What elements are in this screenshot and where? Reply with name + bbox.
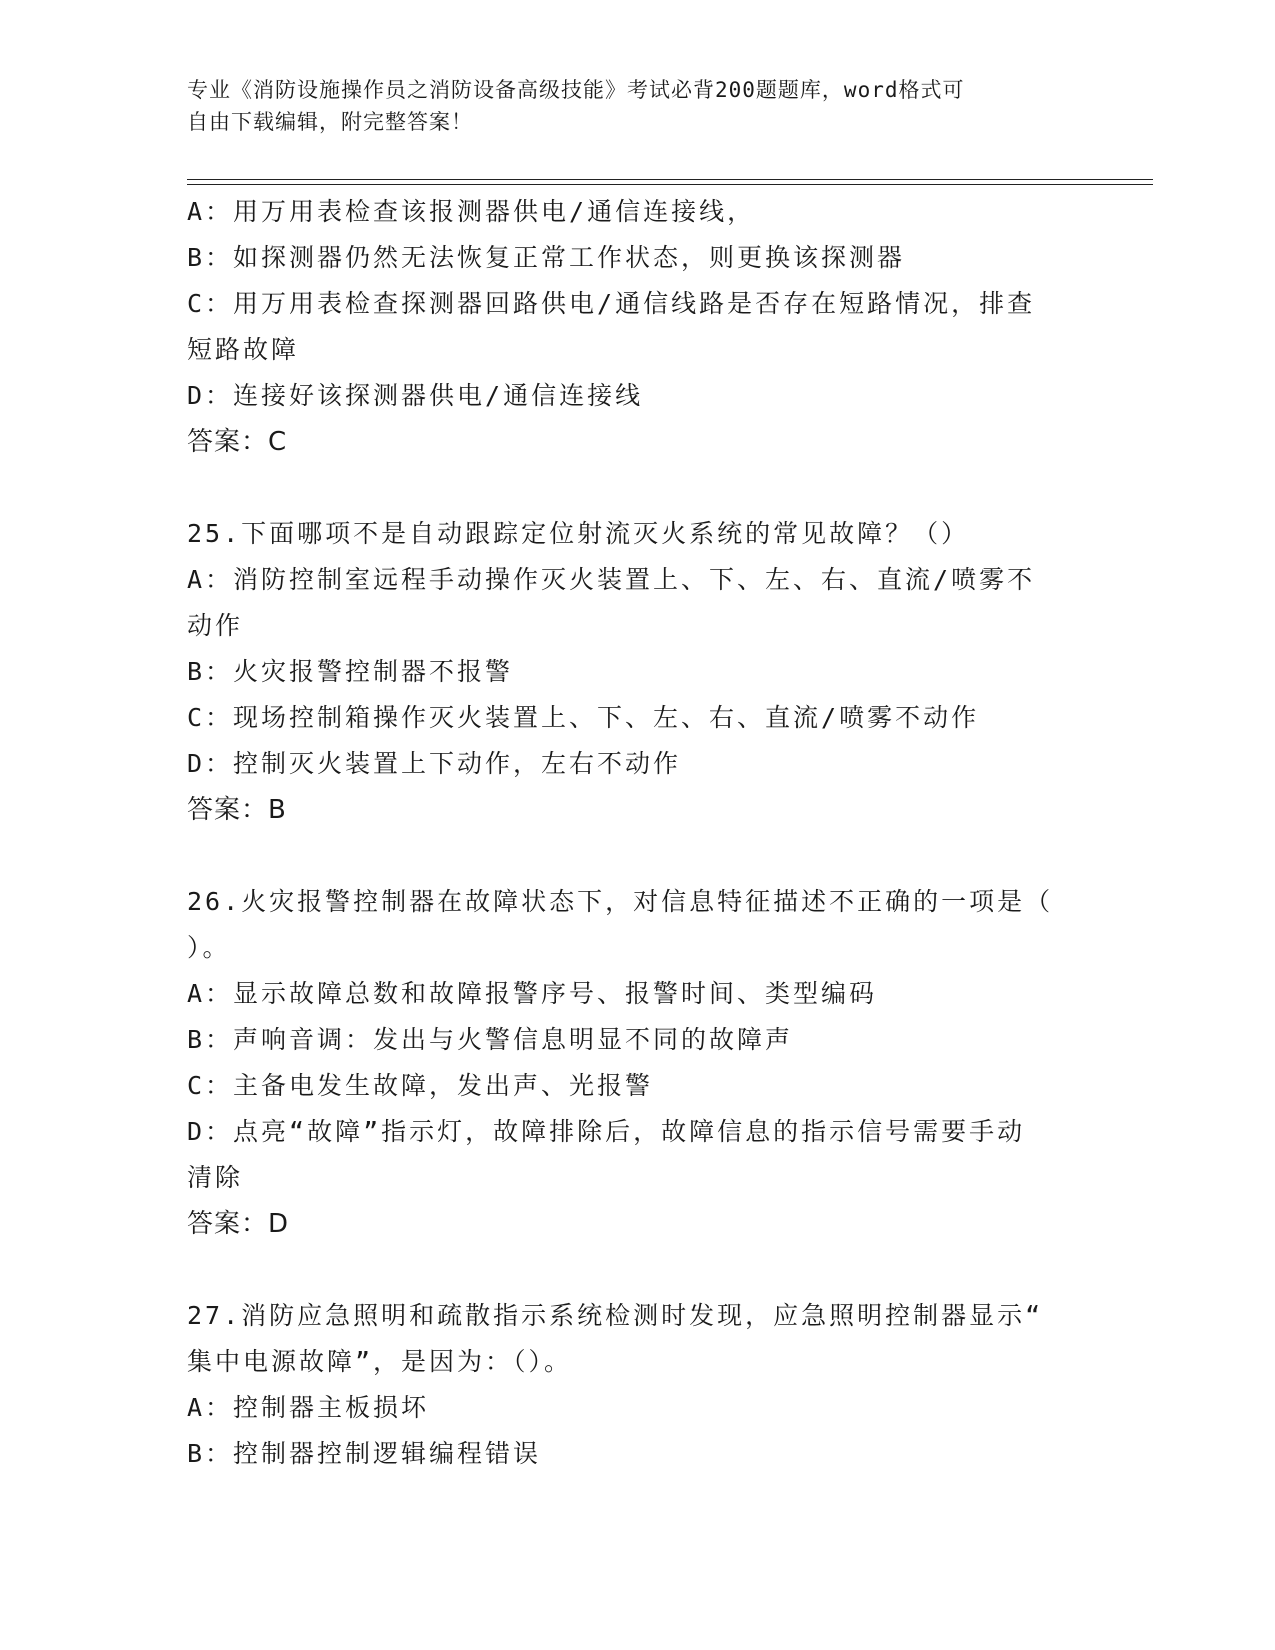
header-line-1: 专业《消防设施操作员之消防设备高级技能》考试必背200题题库，word格式可 bbox=[187, 78, 965, 102]
option-c-continued: 短路故障 bbox=[187, 335, 300, 364]
question-block-25 bbox=[187, 511, 1067, 833]
spacer bbox=[187, 1247, 1067, 1293]
header-line-2: 自由下载编辑，附完整答案！ bbox=[187, 110, 473, 134]
question-text: 27.消防应急照明和疏散指示系统检测时发现，应急照明控制器显示“ bbox=[187, 1301, 1044, 1330]
option-b: B：声响音调：发出与火警信息明显不同的故障声 bbox=[187, 1025, 794, 1054]
spacer bbox=[187, 465, 1067, 511]
option-a: A：用万用表检查该报测器供电/通信连接线， bbox=[187, 197, 756, 226]
option-b: B：控制器控制逻辑编程错误 bbox=[187, 1439, 542, 1468]
header-divider-top bbox=[187, 179, 1153, 180]
option-c: C：现场控制箱操作灭火装置上、下、左、右、直流/喷雾不动作 bbox=[187, 703, 980, 732]
option-b: B：如探测器仍然无法恢复正常工作状态，则更换该探测器 bbox=[187, 243, 906, 272]
option-a-continued: 动作 bbox=[187, 611, 244, 640]
option-c: C：用万用表检查探测器回路供电/通信线路是否存在短路情况，排查 bbox=[187, 289, 1036, 318]
question-list bbox=[187, 189, 1067, 1477]
question-block-27 bbox=[187, 1293, 1067, 1477]
question-text: 26.火灾报警控制器在故障状态下，对信息特征描述不正确的一项是（ bbox=[187, 887, 1054, 916]
header-divider-bottom bbox=[187, 184, 1153, 185]
option-a: A：显示故障总数和故障报警序号、报警时间、类型编码 bbox=[187, 979, 878, 1008]
question-text: 25.下面哪项不是自动跟踪定位射流灭火系统的常见故障？（） bbox=[187, 519, 970, 548]
spacer bbox=[187, 833, 1067, 879]
option-d: D：点亮“故障”指示灯，故障排除后，故障信息的指示信号需要手动 bbox=[187, 1117, 1026, 1146]
option-d-continued: 清除 bbox=[187, 1163, 244, 1192]
answer-line: 答案：D bbox=[187, 1209, 290, 1239]
question-block-24 bbox=[187, 189, 1067, 465]
option-a: A：控制器主板损坏 bbox=[187, 1393, 430, 1422]
question-text-continued: 集中电源故障”，是因为：（）。 bbox=[187, 1347, 573, 1376]
option-d: D：连接好该探测器供电/通信连接线 bbox=[187, 381, 644, 410]
option-b: B：火灾报警控制器不报警 bbox=[187, 657, 514, 686]
option-c: C：主备电发生故障，发出声、光报警 bbox=[187, 1071, 654, 1100]
option-a: A：消防控制室远程手动操作灭火装置上、下、左、右、直流/喷雾不 bbox=[187, 565, 1036, 594]
answer-line: 答案：B bbox=[187, 795, 287, 825]
answer-line: 答案：C bbox=[187, 427, 288, 457]
question-text-continued: ）。 bbox=[187, 933, 231, 962]
option-d: D：控制灭火装置上下动作，左右不动作 bbox=[187, 749, 682, 778]
question-block-26 bbox=[187, 879, 1067, 1247]
document-header bbox=[187, 74, 1067, 138]
